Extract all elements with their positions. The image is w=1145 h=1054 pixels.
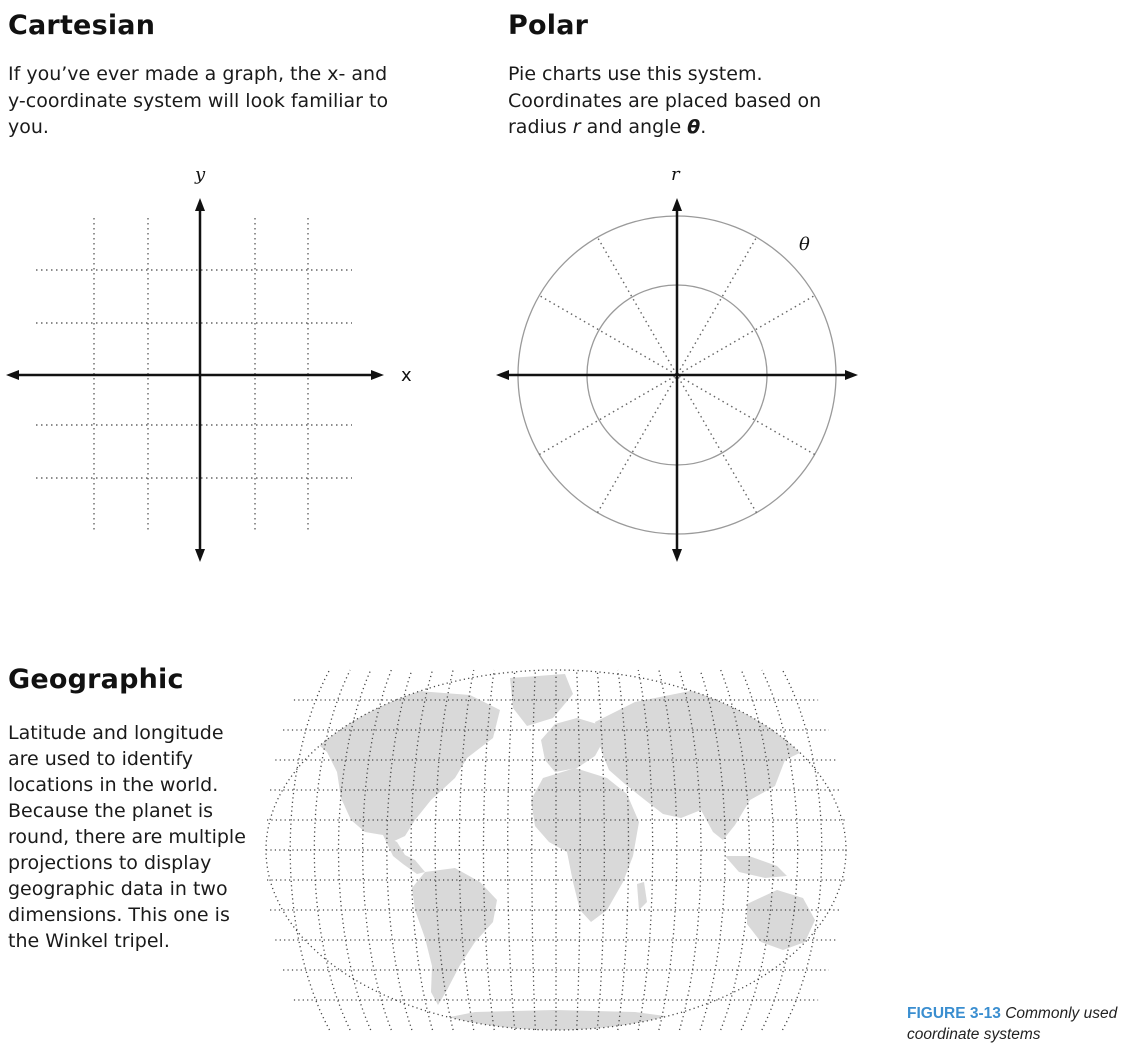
world-map	[255, 660, 855, 1054]
y-axis-arrow-down	[195, 549, 205, 562]
y-axis-arrow-up	[195, 198, 205, 211]
figure-caption	[907, 1003, 1143, 1045]
r-axis-label: r	[671, 164, 680, 185]
polar-description: Pie charts use this system. Coordinates are placed based on radius r and angle θ.	[508, 63, 822, 138]
north-america-shape	[313, 690, 500, 842]
longitude-line	[783, 670, 822, 1030]
horizontal-axis-arrow-left	[496, 370, 509, 380]
geographic-title: Geographic	[8, 664, 184, 695]
cartesian-description: If you’ve ever made a graph, the x- and y-coordinate system will look familiar to you.	[8, 63, 389, 138]
figure-label: FIGURE 3-13	[907, 1005, 1001, 1022]
madagascar-shape	[637, 882, 647, 910]
world-land-masses	[313, 674, 820, 1030]
central-america-shape	[383, 835, 425, 874]
indonesia-shape	[725, 856, 787, 878]
longitude-line	[762, 670, 798, 1030]
x-axis-arrow-left	[6, 370, 19, 380]
x-axis-label: x	[401, 365, 412, 386]
y-axis-label: y	[195, 164, 206, 185]
cartesian-axes	[6, 198, 384, 562]
europe-shape	[541, 718, 605, 772]
cartesian-title: Cartesian	[8, 10, 156, 41]
theta-label: θ	[799, 234, 810, 255]
cartesian-diagram	[0, 160, 420, 570]
polar-diagram	[490, 160, 870, 570]
horizontal-axis-arrow-right	[845, 370, 858, 380]
africa-shape	[531, 768, 639, 922]
r-axis-arrow-up	[672, 198, 682, 211]
geographic-description: Latitude and longitude are used to identify locations in the world. Because the planet is round, there are multiple projections to display geographic data in two dimensions. This one is the Winkel tripel.	[8, 722, 246, 952]
x-axis-arrow-right	[371, 370, 384, 380]
polar-title: Polar	[508, 10, 589, 41]
figure-caption-text: Commonly used coordinate systems	[907, 1005, 1118, 1043]
r-axis-arrow-down	[672, 549, 682, 562]
australia-shape	[747, 890, 815, 950]
